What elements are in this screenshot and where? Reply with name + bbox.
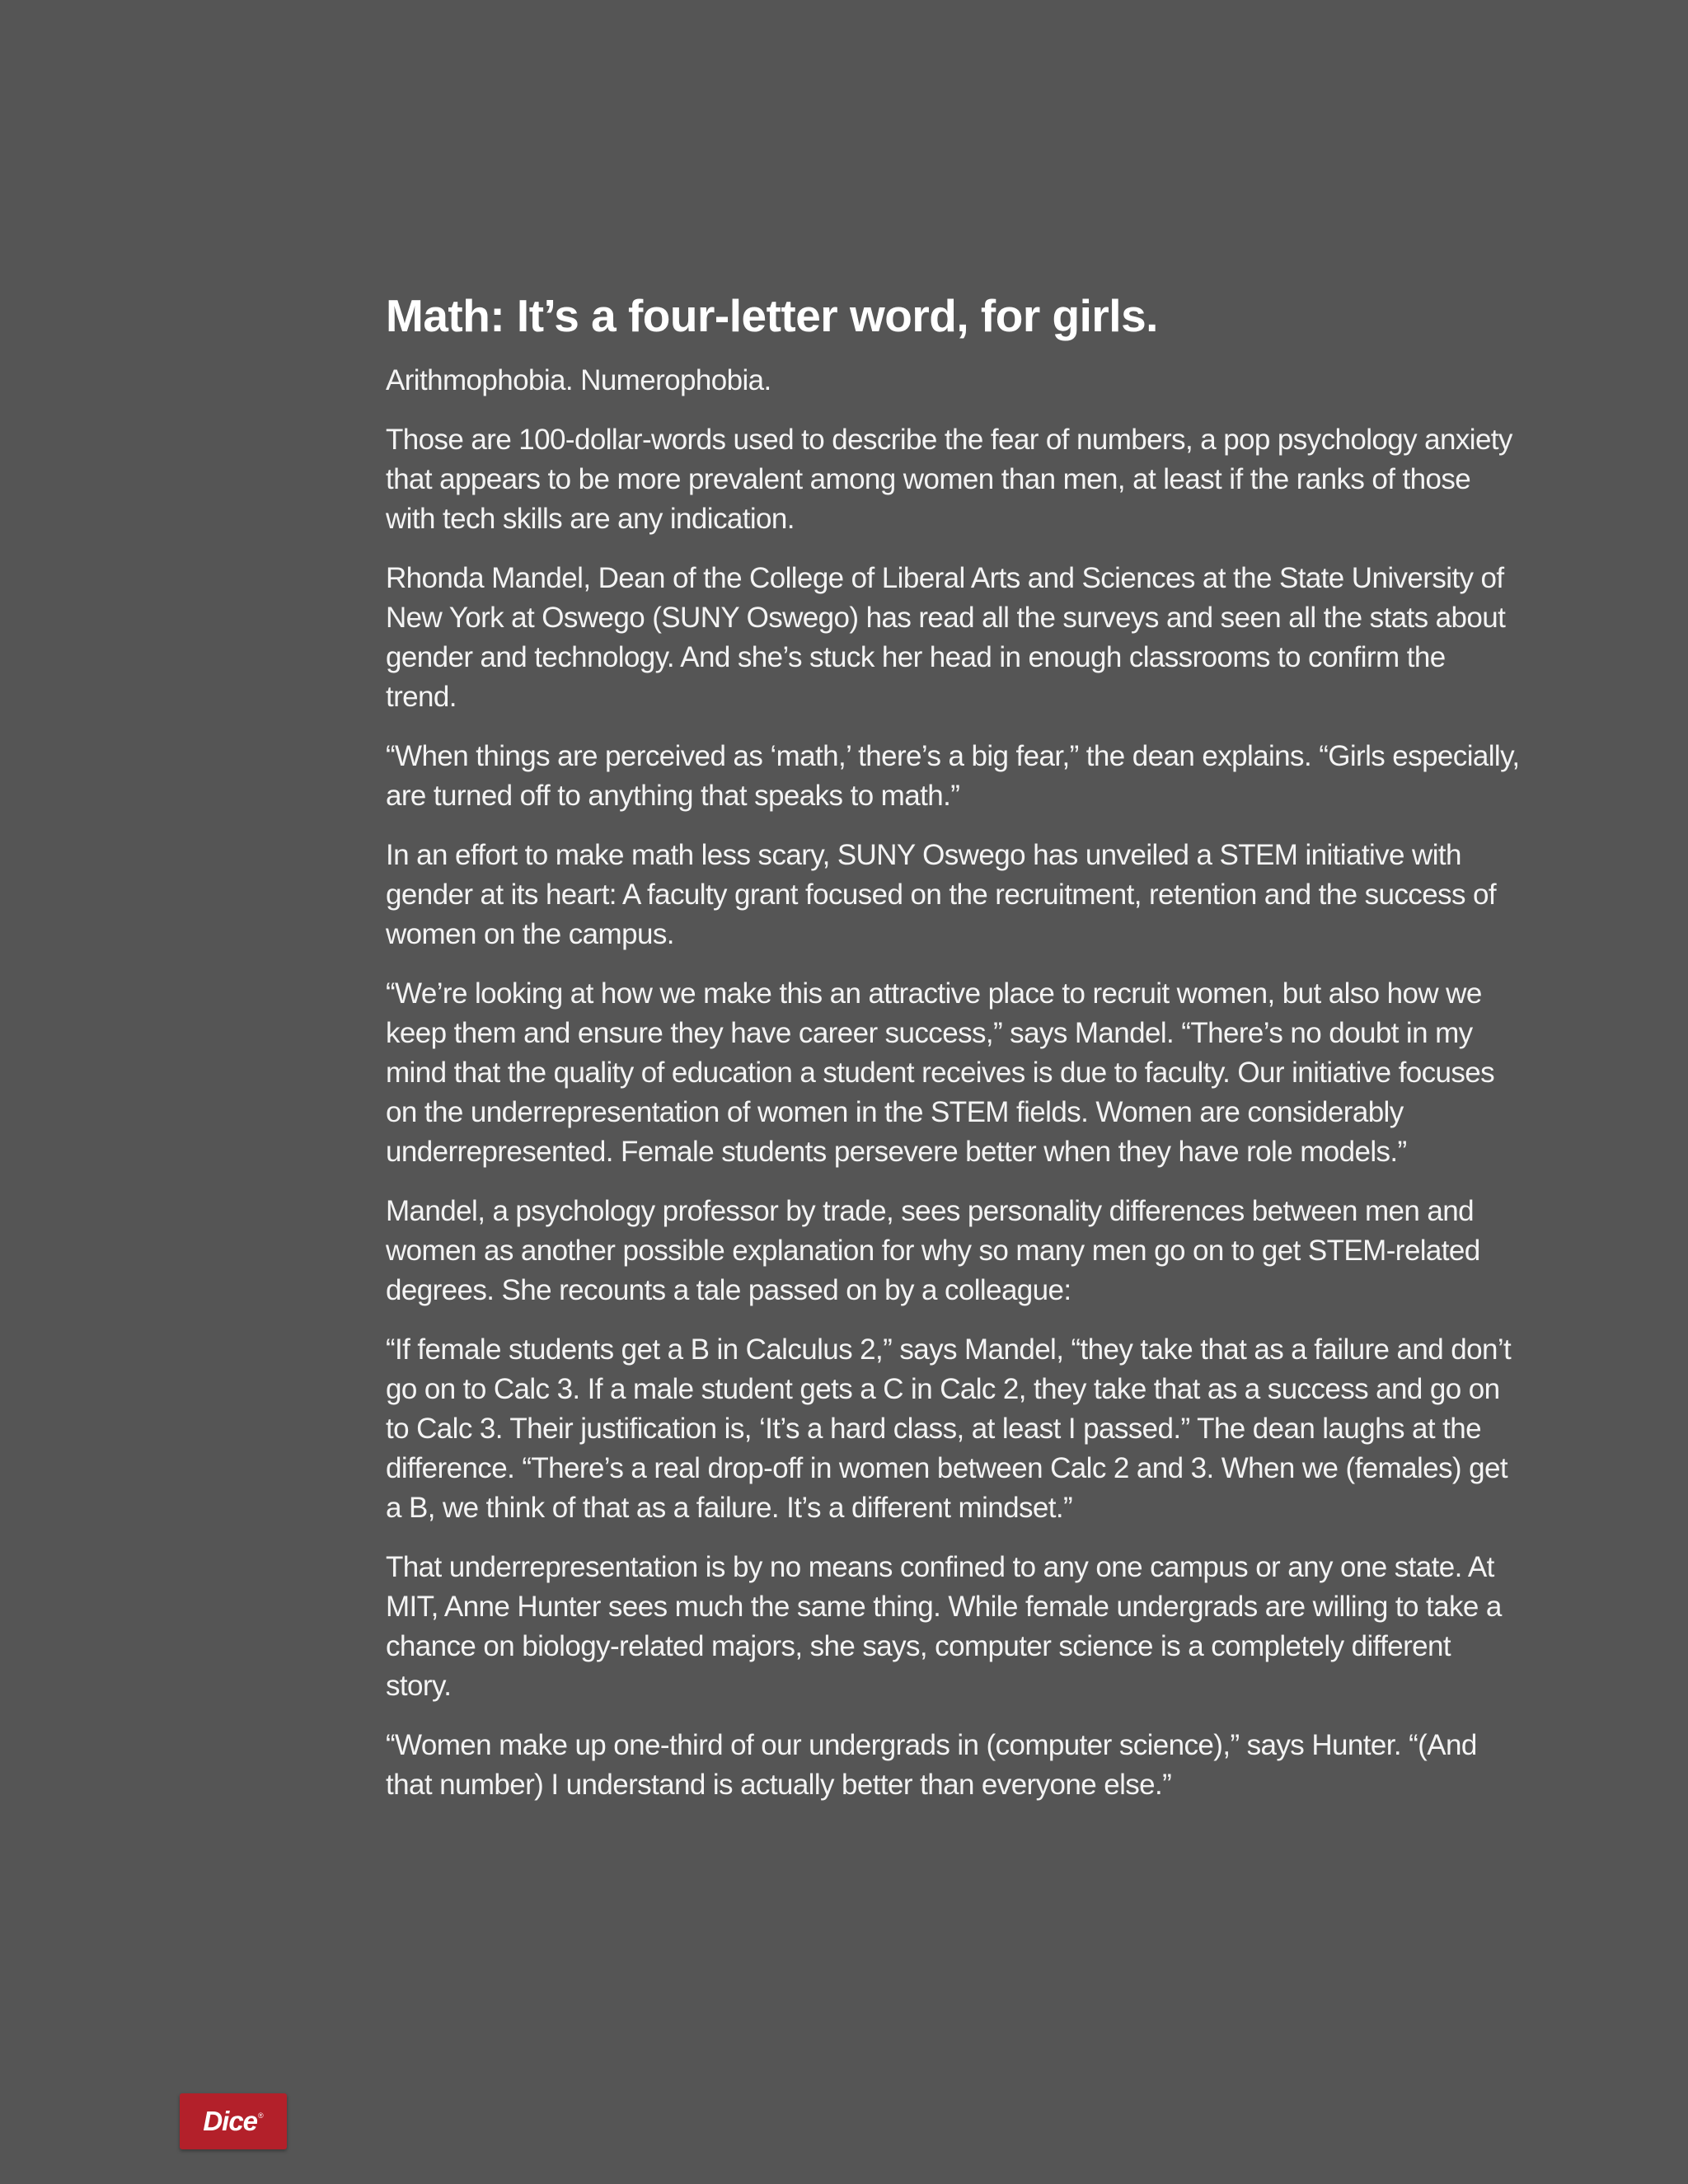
article-paragraph: Mandel, a psychology professor by trade, sees personality differences between men and women as another possible explanation for why so many men go on to get STEM-related degrees. She recounts a tale passed on by a colleague: <box>386 1195 1480 1306</box>
article-paragraph: Arithmophobia. Numerophobia. <box>386 364 771 396</box>
article <box>386 288 1523 1825</box>
registered-mark-icon: ® <box>258 2111 264 2120</box>
article-paragraph: “Women make up one-third of our undergrads in (computer science),” says Hunter. “(And that number) I understand is actually better than everyone else.” <box>386 1729 1477 1801</box>
article-paragraph: “When things are perceived as ‘math,’ there’s a big fear,” the dean explains. “Girls especially, are turned off to anything that speaks to math.” <box>386 740 1520 812</box>
article-paragraph: That underrepresentation is by no means confined to any one campus or any one state. At MIT, Anne Hunter sees much the same thing. While female undergrads are willing to take a chance on biology-related majors, she says, computer science is a completely different story. <box>386 1551 1502 1702</box>
article-paragraph: “If female students get a B in Calculus 2,” says Mandel, “they take that as a failure and don’t go on to Calc 3. If a male student gets a C in Calc 2, they take that as a success and go on to Calc 3. Their justification is, ‘It’s a hard class, at least I passed.” The dean laughs at the difference. “There’s a real drop-off in women between Calc 2 and 3. When we (females) get a B, we think of that as a failure. It’s a different mindset.” <box>386 1333 1512 1524</box>
article-paragraph: Rhonda Mandel, Dean of the College of Liberal Arts and Sciences at the State University of New York at Oswego (SUNY Oswego) has read all the surveys and seen all the stats about gender and technology. And she’s stuck her head in enough classrooms to confirm the trend. <box>386 562 1506 713</box>
article-paragraph: In an effort to make math less scary, SUNY Oswego has unveiled a STEM initiative with gender at its heart: A faculty grant focused on the recruitment, retention and the success of women on the campus. <box>386 839 1496 950</box>
dice-logo <box>180 2093 287 2149</box>
dice-logo-text: Dice <box>203 2106 258 2136</box>
article-title: Math: It’s a four-letter word, for girls. <box>386 290 1158 341</box>
article-paragraph: “We’re looking at how we make this an attractive place to recruit women, but also how we keep them and ensure they have career success,” says Mandel. “There’s no doubt in my mind that the quality of education a student receives is due to faculty. Our initiative focuses on the underrepresentation of women in the STEM fields. Women are considerably underrepresented. Female students persevere better when they have role models.” <box>386 977 1495 1168</box>
article-paragraph: Those are 100-dollar-words used to describe the fear of numbers, a pop psychology anxiety that appears to be more prevalent among women than men, at least if the ranks of those with tech skills are any indication. <box>386 424 1512 535</box>
